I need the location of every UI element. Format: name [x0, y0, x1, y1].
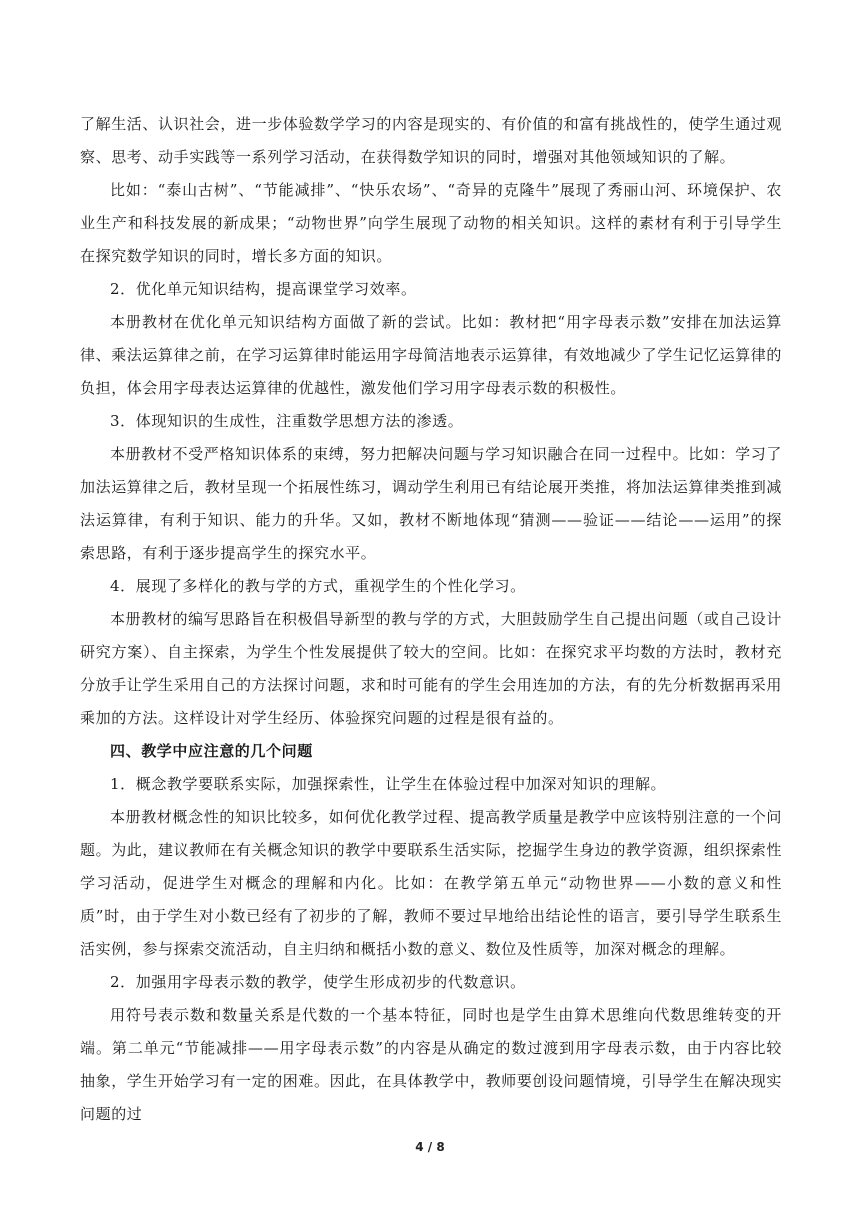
- page-number: 4 / 8: [415, 1140, 445, 1154]
- paragraph-concepts: 本册教材概念性的知识比较多，如何优化教学过程、提高教学质量是教学中应该特别注意的一个问题。为此，建议教师在有关概念知识的教学中要联系生活实际，挖掘学生身边的教学资源，组织探索性学习活动，促进学生对概念的理解和内化。比如：在教学第五单元“动物世界——小数的意义和性质”时，由于学生对小数已经有了初步的了解，教师不要过早地给出结论性的语言，要引导学生联系生活实例，参与探索交流活动，自主归纳和概括小数的意义、数位及性质等，加深对概念的理解。: [80, 808, 783, 958]
- paragraph-continuation: 了解生活、认识社会，进一步体验数学学习的内容是现实的、有价值的和富有挑战性的，使学生通过观察、思考、动手实践等一系列学习活动，在获得数学知识的同时，增强对其他领域知识的了解。: [80, 115, 783, 166]
- paragraph-algebra: 用符号表示数和数量关系是代数的一个基本特征，同时也是学生由算术思维向代数思维转变的开端。第二单元“节能减排——用字母表示数”的内容是从确定的数过渡到用字母表示数，由于内容比较抽象，学生开始学习有一定的困难。因此，在具体教学中，教师要创设问题情境，引导学生在解决现实问题的过: [80, 1006, 783, 1123]
- paragraph-generation: 本册教材不受严格知识体系的束缚，努力把解决问题与学习知识融合在同一过程中。比如：学习了加法运算律之后，教材呈现一个拓展性练习，调动学生利用已有结论展开类推，将加法运算律类推到减法运算律，有利于知识、能力的升华。又如，教材不断地体现“猜测——验证——结论——运用”的探索思路，有利于逐步提高学生的探究水平。: [80, 445, 783, 562]
- point-4-title: 4．展现了多样化的教与学的方式，重视学生的个性化学习。: [110, 577, 526, 595]
- issue-2-title: 2．加强用字母表示数的教学，使学生形成初步的代数意识。: [110, 973, 526, 991]
- paragraph-structure: 本册教材在优化单元知识结构方面做了新的尝试。比如：教材把“用字母表示数”安排在加法运算律、乘法运算律之前，在学习运算律时能运用字母简洁地表示运算律，有效地减少了学生记忆运算律的负担，体会用字母表达运算律的优越性，激发他们学习用字母表示数的积极性。: [80, 313, 783, 397]
- point-3-title: 3．体现知识的生成性，注重数学思想方法的渗透。: [110, 412, 464, 430]
- section-heading: 四、教学中应注意的几个问题: [110, 742, 313, 760]
- issue-1-title: 1．概念教学要联系实际，加强探索性，让学生在体验过程中加深对知识的理解。: [110, 775, 667, 793]
- paragraph-examples: 比如：“泰山古树”、“节能减排”、“快乐农场”、“奇异的克隆牛”展现了秀丽山河、环境保护、农业生产和科技发展的新成果；“动物世界”向学生展现了动物的相关知识。这样的素材有利于引导学生在探究数学知识的同时，增长多方面的知识。: [80, 181, 782, 265]
- document-body: [80, 108, 782, 1131]
- point-2-title: 2．优化单元知识结构，提高课堂学习效率。: [110, 280, 417, 298]
- paragraph-diversity: 本册教材的编写思路旨在积极倡导新型的教与学的方式，大胆鼓励学生自己提出问题（或自己设计研究方案）、自主探索，为学生个性发展提供了较大的空间。比如：在探究求平均数的方法时，教材充分放手让学生采用自己的方法探讨问题，求和时可能有的学生会用连加的方法，有的先分析数据再采用乘加的方法。这样设计对学生经历、体验探究问题的过程是很有益的。: [80, 610, 783, 727]
